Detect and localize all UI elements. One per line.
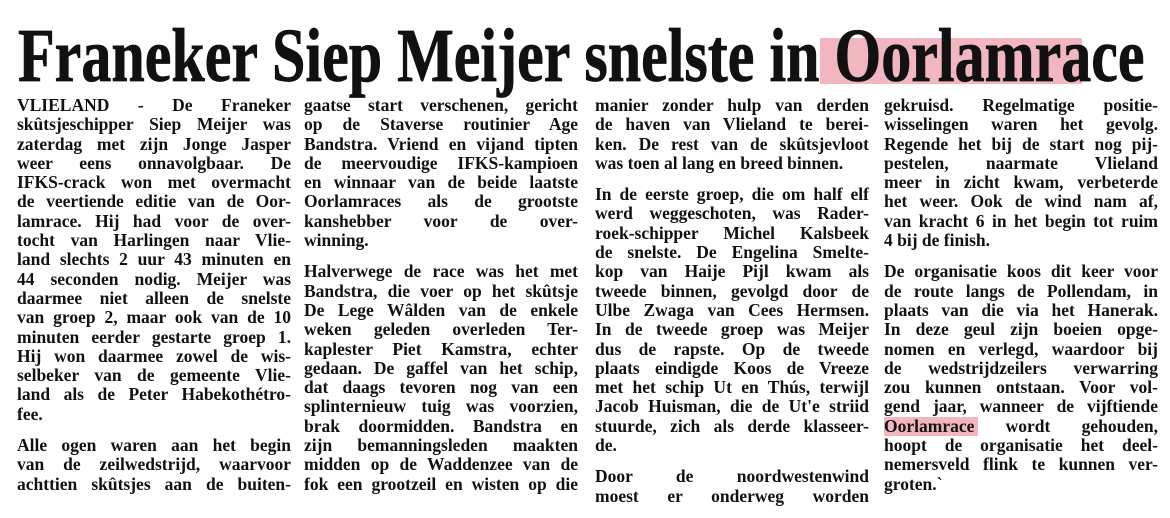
article-paragraph — [595, 185, 869, 455]
article-text-line: gekruisd. Regelmatige positie- — [884, 96, 1158, 115]
headline-container — [18, 18, 1168, 104]
article-text-line: In de eerste groep, die om half elf — [595, 185, 869, 205]
article-text-line: dat daags tevoren nog van een — [304, 378, 578, 398]
article-text-line: stuurde, zich als derde klasseer- — [595, 416, 869, 436]
article-text-line: kaplester Piet Kamstra, echter — [304, 339, 578, 359]
article-text-line: brak doormidden. Bandstra en — [304, 416, 578, 436]
article-text-line: dus de rapste. Op de tweede — [595, 339, 869, 359]
article-text-line: Ulbe Zwaga van Cees Hermsen. — [595, 300, 869, 320]
article-text-line: Bandstra. Vriend en vijand tipten — [304, 134, 578, 154]
article-column-2 — [304, 96, 578, 494]
article-text-line: moest er onderweg worden — [595, 486, 869, 506]
article-text-line: Alle ogen waren aan het begin — [17, 436, 291, 456]
article-text-line: nemersveld flink te kunnen ver- — [884, 455, 1158, 475]
article-text-line: plaats eindigde Koos de Vreeze — [595, 358, 869, 378]
article-text-line: was toen al lang en breed binnen. — [595, 153, 844, 173]
article-text-line: fee. — [17, 404, 43, 424]
article-text-line: werd weggeschoten, was Rader- — [595, 204, 869, 224]
article-text-line: 44 seconden nodig. Meijer was — [17, 269, 291, 289]
article-text-line: gaatse start verschenen, gericht — [304, 96, 578, 115]
article-text-line: wisselingen waren het gevolg. — [884, 115, 1158, 135]
article-text-line: Jacob Huisman, die de Ut'e striid — [595, 397, 869, 417]
article-text-line: het weer. Ook de wind nam af, — [884, 192, 1158, 212]
article-text-line: meer in zicht kwam, verbeterde — [884, 173, 1158, 193]
article-text-line: van kracht 6 in het begin tot ruim — [884, 211, 1158, 231]
article-text-line: land als de Peter Habekothétro- — [17, 385, 291, 405]
article-text-line: ken. De rest van de skûtsjevloot — [595, 134, 869, 154]
article-text-line: de wedstrijdzeilers verwarring — [884, 358, 1158, 378]
article-paragraph — [17, 96, 291, 424]
article-text-line: In deze geul zijn boeien opge- — [884, 320, 1158, 340]
article-text-line: tocht van Harlingen naar Vlie- — [17, 231, 291, 251]
article-text-line: van de zeilwedstrijd, waarvoor — [17, 455, 291, 475]
article-text-line: de. — [595, 436, 617, 456]
article-text-line: Oorlamrace wordt gehouden, — [884, 416, 1158, 436]
article-text-line: pestelen, naarmate Vlieland — [884, 153, 1158, 173]
article-text-line: en winnaar van de beide laatste — [304, 173, 578, 193]
article-text-line: zaterdag met zijn Jonge Jasper — [17, 134, 291, 154]
article-text-line: daarmee niet alleen de snelste — [17, 288, 291, 308]
article-text-line: IFKS-crack won met overmacht — [17, 173, 291, 193]
article-text-line: 4 bij de finish. — [884, 231, 990, 251]
article-text-line: op de Staverse routinier Age — [304, 115, 578, 135]
article-text-line: winning. — [304, 231, 369, 251]
article-text-line: plaats van die via het Hanerak. — [884, 300, 1158, 320]
article-text-line: kop van Haije Pijl kwam als — [595, 262, 869, 282]
article-text-line: weken geleden overleden Ter- — [304, 320, 578, 340]
article-column-1 — [17, 96, 291, 494]
article-text-line: lamrace. Hij had voor de over- — [17, 211, 291, 231]
article-column-3 — [595, 96, 869, 506]
article-text-line: fok een grootzeil en wisten op die — [304, 474, 578, 494]
article-text-line: groten.` — [884, 474, 943, 494]
article-text-line: midden op de Waddenzee van de — [304, 455, 578, 475]
article-text-line: Door de noordwestenwind — [595, 467, 869, 487]
article-column-4 — [884, 96, 1158, 494]
article-paragraph — [304, 96, 578, 250]
article-text-line: Hij won daarmee zowel de wis- — [17, 346, 291, 366]
article-text-line: kanshebber voor de over- — [304, 211, 578, 231]
article-text-line: van groep 2, maar ook van de 10 — [17, 308, 291, 328]
article-text-line: manier zonder hulp van derden — [595, 96, 869, 115]
article-paragraph — [595, 467, 869, 506]
article-text-line: In de tweede groep was Meijer — [595, 320, 869, 340]
article-paragraph — [304, 262, 578, 494]
article-text-line: weer eens onnavolgbaar. De — [17, 153, 291, 173]
article-paragraph — [17, 436, 291, 494]
article-text-line: Regende het bij de start nog pij- — [884, 134, 1158, 154]
article-paragraph — [884, 96, 1158, 250]
article-text-line: de meervoudige IFKS-kampioen — [304, 153, 578, 173]
article-text-line: de veertiende editie van de Oor- — [17, 192, 291, 212]
article-text-line: gend jaar, wanneer de vijftiende — [884, 397, 1158, 417]
article-text-line: minuten eerder gestarte groep 1. — [17, 327, 291, 347]
article-paragraph — [884, 262, 1158, 494]
article-text-line: VLIELAND - De Franeker — [17, 96, 291, 115]
article-text-line: skûtsjeschipper Siep Meijer was — [17, 115, 291, 135]
article-text-line: roek-schipper Michel Kalsbeek — [595, 223, 869, 243]
article-text-line: De Lege Wâlden van de enkele — [304, 300, 578, 320]
article-text-line: tweede binnen, gevolgd door de — [595, 281, 869, 301]
article-text-line: De organisatie koos dit keer voor — [884, 262, 1158, 282]
article-text-line: de snelste. De Engelina Smelte- — [595, 243, 869, 263]
article-text-line: splinternieuw tuig was voorzien, — [304, 397, 578, 417]
article-text-line: selbeker van de gemeente Vlie- — [17, 366, 291, 386]
article-text-line: land slechts 2 uur 43 minuten en — [17, 250, 291, 270]
article-text-line: zou kunnen ontstaan. Voor vol- — [884, 378, 1158, 398]
article-text-line: Halverwege de race was het met — [304, 262, 578, 282]
article-text-line: de haven van Vlieland te berei- — [595, 115, 869, 135]
article-text-line: nomen en verlegd, waardoor bij — [884, 339, 1158, 359]
headline: Franeker Siep Meijer snelste in Oorlamrace — [18, 18, 1145, 98]
article-text-line: Oorlamraces als de grootste — [304, 192, 578, 212]
article-text-line: gedaan. De gaffel van het schip, — [304, 358, 578, 378]
article-paragraph — [595, 96, 869, 173]
article-text-line: zijn bemanningsleden maakten — [304, 436, 578, 456]
article-text-line: Bandstra, die voer op het skûtsje — [304, 281, 578, 301]
article-text-line: achttien skûtsjes aan de buiten- — [17, 474, 291, 494]
article-text-line: met het schip Ut en Thús, terwijl — [595, 378, 869, 398]
article-text-line: hoopt de organisatie het deel- — [884, 436, 1158, 456]
article-text-line: de route langs de Pollendam, in — [884, 281, 1158, 301]
